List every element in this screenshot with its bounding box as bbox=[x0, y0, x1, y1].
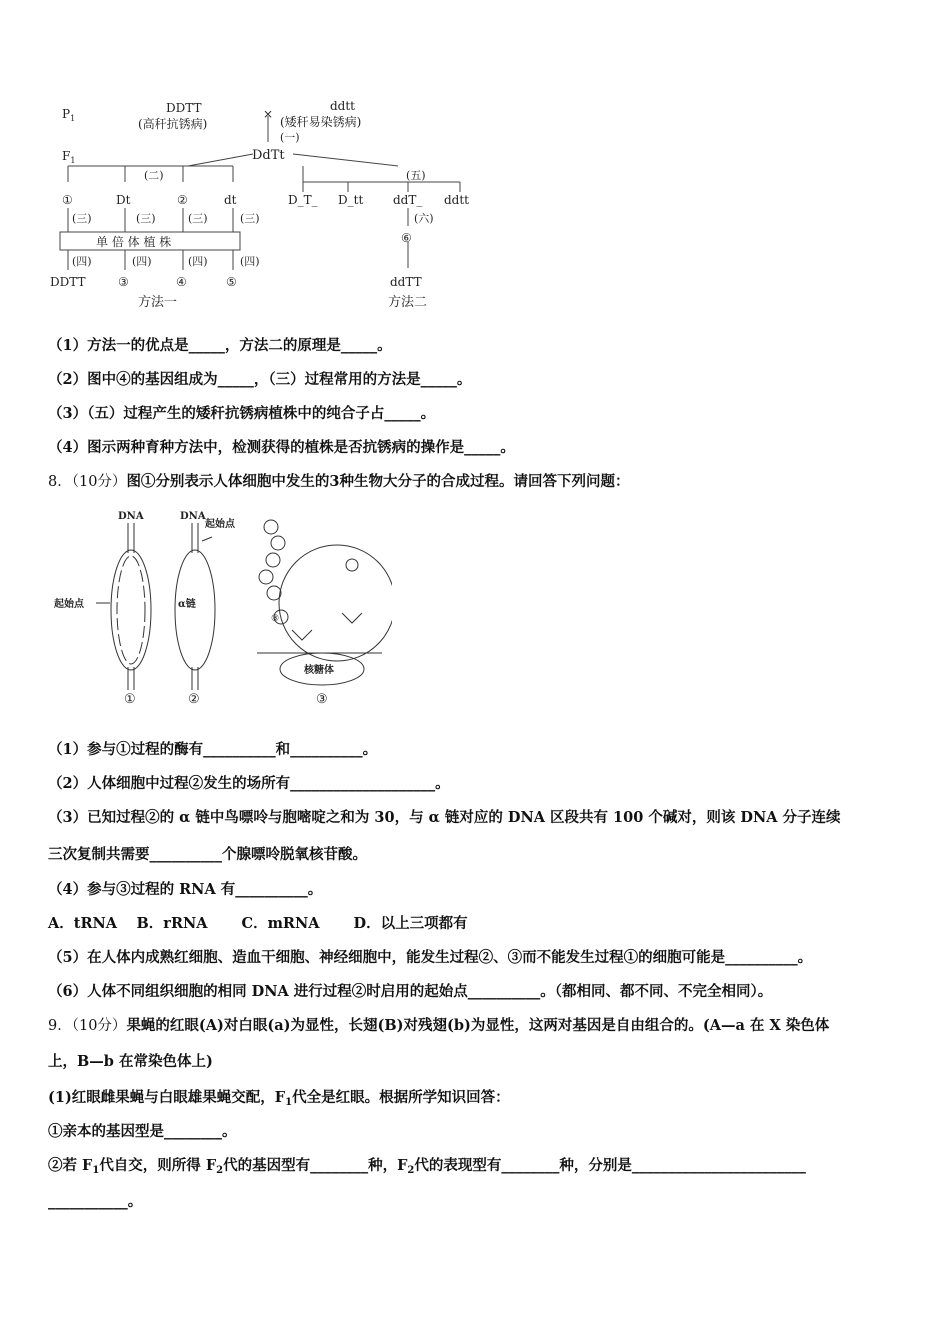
step-four-2: (四) bbox=[132, 255, 152, 268]
q7-part2: （2）图中④的基因组成为_____，（三）过程常用的方法是_____。 bbox=[48, 371, 472, 388]
q8-part1: （1）参与①过程的酶有__________和__________。 bbox=[48, 741, 378, 758]
step-one: (一) bbox=[280, 131, 300, 144]
q9-stem-line2: 上，B—b 在常染色体上) bbox=[48, 1053, 213, 1070]
gamete-4: dt bbox=[224, 193, 237, 207]
q9-part1-2-cont: ___________。 bbox=[48, 1193, 143, 1210]
step-four-4: (四) bbox=[240, 255, 260, 268]
offspring-4: ddtt bbox=[444, 193, 470, 207]
offspring-3: ddT_ bbox=[393, 193, 423, 207]
gamete-2: Dt bbox=[116, 193, 131, 207]
step-two: (二) bbox=[144, 169, 164, 182]
f1-genotype: DdTt bbox=[252, 148, 285, 163]
figure-label-1: ① bbox=[124, 692, 136, 705]
result-5: ⑤ bbox=[226, 275, 237, 289]
gamete-3: ② bbox=[177, 193, 188, 207]
q8-part5: （5）在人体内成熟红细胞、造血干细胞、神经细胞中，能发生过程②、③而不能发生过程①的细胞可能是__________。 bbox=[48, 949, 813, 966]
step-three-2: (三) bbox=[136, 212, 156, 225]
figure-label-2: ② bbox=[188, 692, 200, 705]
q8-number: 8．（10分） bbox=[48, 474, 127, 490]
step-four-3: (四) bbox=[188, 255, 208, 268]
parent1-phenotype: (高秆抗锈病) bbox=[138, 117, 208, 131]
p1-label: $P_1$ bbox=[62, 107, 76, 123]
q8-part3-line2: 三次复制共需要__________个腺嘌呤脱氧核苷酸。 bbox=[48, 846, 367, 863]
offspring-1: D_T_ bbox=[288, 193, 318, 207]
result-3: ③ bbox=[118, 275, 129, 289]
q9-part1: (1)红眼雌果蝇与白眼雄果蝇交配，$F_1$代全是红眼。根据所学知识回答： bbox=[48, 1089, 510, 1108]
label-8: ⑧ bbox=[271, 614, 280, 624]
step-three-1: (三) bbox=[72, 212, 92, 225]
q8-part4: （4）参与③过程的 RNA 有__________。 bbox=[48, 881, 323, 898]
q9-part1-1: ①亲本的基因型是________。 bbox=[48, 1123, 237, 1140]
q7-part3: （3）（五）过程产生的矮秆抗锈病植株中的纯合子占_____。 bbox=[48, 405, 436, 422]
haploid-label: 单 倍 体 植 株 bbox=[96, 235, 172, 249]
dna-label-2: DNA bbox=[180, 511, 206, 522]
step-three-4: (三) bbox=[240, 212, 260, 225]
cross-sign: × bbox=[263, 107, 274, 121]
q8-part6: （6）人体不同组织细胞的相同 DNA 进行过程②时启用的起始点__________。（都相同、都不同、不完全相同）。 bbox=[48, 983, 773, 1000]
method-one-label: 方法一 bbox=[138, 295, 178, 310]
offspring-2: D_tt bbox=[338, 193, 364, 207]
q8-part2: （2）人体细胞中过程②发生的场所有____________________。 bbox=[48, 775, 450, 792]
parent2-phenotype: (矮秆易染锈病) bbox=[280, 115, 362, 129]
f1-label: $F_1$ bbox=[62, 149, 76, 165]
figure-label-3: ③ bbox=[316, 692, 328, 705]
q7-part1: （1）方法一的优点是_____，方法二的原理是_____。 bbox=[48, 337, 392, 354]
result-ddtt: DDTT bbox=[50, 275, 86, 289]
q9-number: 9．（10分） bbox=[48, 1018, 127, 1034]
result-ddtt-2: ddTT bbox=[390, 275, 422, 289]
origin-left-label: 起始点 bbox=[54, 599, 84, 610]
num-six: ⑥ bbox=[401, 231, 412, 245]
parent1-genotype: DDTT bbox=[166, 101, 202, 115]
alpha-chain-label: α链 bbox=[178, 599, 196, 610]
ribosome-label: 核糖体 bbox=[304, 665, 334, 676]
q9-part1-2: ②若 $F_1$代自交，则所得 $F_2$代的基因型有________种，$F_2$代的表现型有________种，分别是________________________ bbox=[48, 1157, 806, 1176]
dna-label-1: DNA bbox=[118, 511, 144, 522]
step-five: (五) bbox=[406, 169, 426, 182]
q8-options: A．tRNA B．rRNA C．mRNA D．以上三项都有 bbox=[48, 915, 468, 932]
parent2-genotype: ddtt bbox=[330, 99, 356, 113]
q8-part3-line1: （3）已知过程②的 α 链中鸟嘌呤与胞嘧啶之和为 30，与 α 链对应的 DNA 区段共有 100 个碱对，则该 DNA 分子连续 bbox=[48, 809, 841, 826]
breeding-diagram bbox=[48, 96, 488, 316]
result-4: ④ bbox=[176, 275, 187, 289]
step-six: (六) bbox=[414, 212, 434, 225]
step-three-3: (三) bbox=[188, 212, 208, 225]
q7-part4: （4）图示两种育种方法中，检测获得的植株是否抗锈病的操作是_____。 bbox=[48, 439, 515, 456]
q8-stem: 8．（10分）图①分别表示人体细胞中发生的3种生物大分子的合成过程。请回答下列问题： bbox=[48, 473, 630, 490]
q9-stem: 9．（10分）果蝇的红眼(A)对白眼(a)为显性，长翅(B)对残翅(b)为显性，这两对基因是自由组合的。(A—a 在 X 染色体 bbox=[48, 1017, 830, 1034]
step-four-1: (四) bbox=[72, 255, 92, 268]
origin-top-label: 起始点 bbox=[205, 519, 235, 530]
synthesis-diagram bbox=[52, 505, 392, 705]
method-two-label: 方法二 bbox=[388, 295, 428, 310]
gamete-1: ① bbox=[62, 193, 73, 207]
